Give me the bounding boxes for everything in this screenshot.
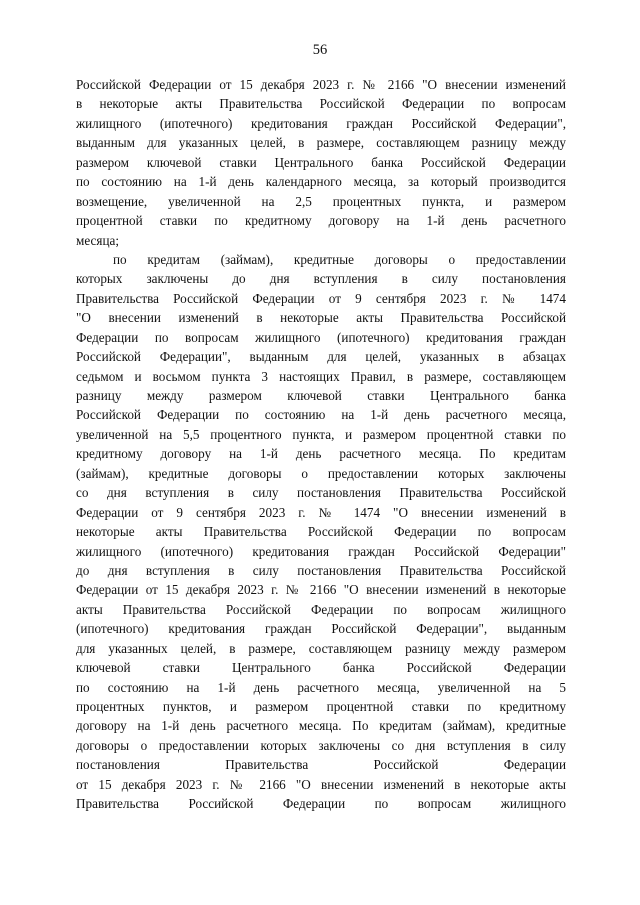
- text-line: разницу между размером ключевой ставки Центрального банка: [76, 388, 566, 403]
- text-line: Федерации по вопросам жилищного (ипотечного) кредитования граждан: [76, 329, 566, 345]
- text-line: для указанных целей, в размере, составляющем разницу между размером: [76, 640, 566, 656]
- text-line: (ипотечного) кредитования граждан Российской Федерации", выданным: [76, 621, 566, 637]
- paragraph: [76, 75, 566, 250]
- text-line: Российской Федерации от 15 декабря 2023 г. № 2166 "О внесении изменений: [76, 77, 566, 92]
- text-line: возмещение, увеличенной на 2,5 процентных пункта, и размером: [76, 193, 566, 209]
- text-line: размером ключевой ставки Центрального банка Российской Федерации: [76, 154, 566, 170]
- text-line: некоторые акты Правительства Российской Федерации по вопросам: [76, 524, 566, 540]
- text-line: процентных пунктов, и размером процентной ставки по кредитному: [76, 699, 566, 714]
- text-line: "О внесении изменений в некоторые акты Правительства Российской: [76, 310, 566, 326]
- page-number: 56: [312, 42, 328, 58]
- text-line: до дня вступления в силу постановления Правительства Российской: [76, 562, 566, 578]
- text-line: ключевой ставки Центрального банка Российской Федерации: [76, 660, 566, 676]
- text-line: Российской Федерации по состоянию на 1-й день расчетного месяца,: [76, 407, 566, 423]
- text-line: увеличенной на 5,5 процентного пункта, и размером процентной ставки по: [76, 426, 566, 442]
- paragraph: [76, 250, 566, 814]
- text-line: со дня вступления в силу постановления Правительства Российской: [76, 485, 566, 501]
- text-line: в некоторые акты Правительства Российской Федерации по вопросам: [76, 96, 566, 112]
- text-line: кредитному договору на 1-й день расчетного месяца. По кредитам: [76, 446, 566, 462]
- text-line: постановления Правительства Российской Федерации: [76, 757, 566, 773]
- text-line: договору на 1-й день расчетного месяца. По кредитам (займам), кредитные: [76, 718, 566, 734]
- text-line: по состоянию на 1-й день календарного месяца, за который производится: [76, 174, 566, 190]
- text-line: по кредитам (займам), кредитные договоры о предоставлении: [113, 251, 566, 267]
- text-line: жилищного (ипотечного) кредитования граждан Российской Федерации",: [76, 115, 566, 131]
- text-line: акты Правительства Российской Федерации по вопросам жилищного: [76, 601, 566, 617]
- text-line: седьмом и восьмом пункта 3 настоящих Правил, в размере, составляющем: [76, 368, 566, 384]
- text-line: Федерации от 9 сентября 2023 г. № 1474 "О внесении изменений в: [76, 504, 566, 520]
- text-line: месяца;: [76, 232, 120, 248]
- text-line: Федерации от 15 декабря 2023 г. № 2166 "О внесении изменений в некоторые: [76, 582, 566, 598]
- text-line: выданным для указанных целей, в размере, составляющем разницу между: [76, 135, 566, 151]
- text-line: договоры о предоставлении которых заключены со дня вступления в силу: [76, 737, 566, 753]
- text-line: от 15 декабря 2023 г. № 2166 "О внесении изменений в некоторые акты: [76, 776, 566, 792]
- text-line: Российской Федерации", выданным для целей, указанных в абзацах: [76, 349, 566, 365]
- text-line: по состоянию на 1-й день расчетного месяца, увеличенной на 5: [76, 679, 566, 695]
- text-line: процентной ставки по кредитному договору на 1-й день расчетного: [76, 213, 566, 229]
- text-line: (займам), кредитные договоры о предоставлении которых заключены: [76, 465, 566, 481]
- document-body: [76, 75, 566, 814]
- text-line: Правительства Российской Федерации по вопросам жилищного: [76, 796, 566, 812]
- text-line: Правительства Российской Федерации от 9 сентября 2023 г. № 1474: [76, 290, 566, 306]
- text-line: жилищного (ипотечного) кредитования граждан Российской Федерации": [76, 543, 566, 559]
- text-line: которых заключены до дня вступления в силу постановления: [76, 271, 566, 287]
